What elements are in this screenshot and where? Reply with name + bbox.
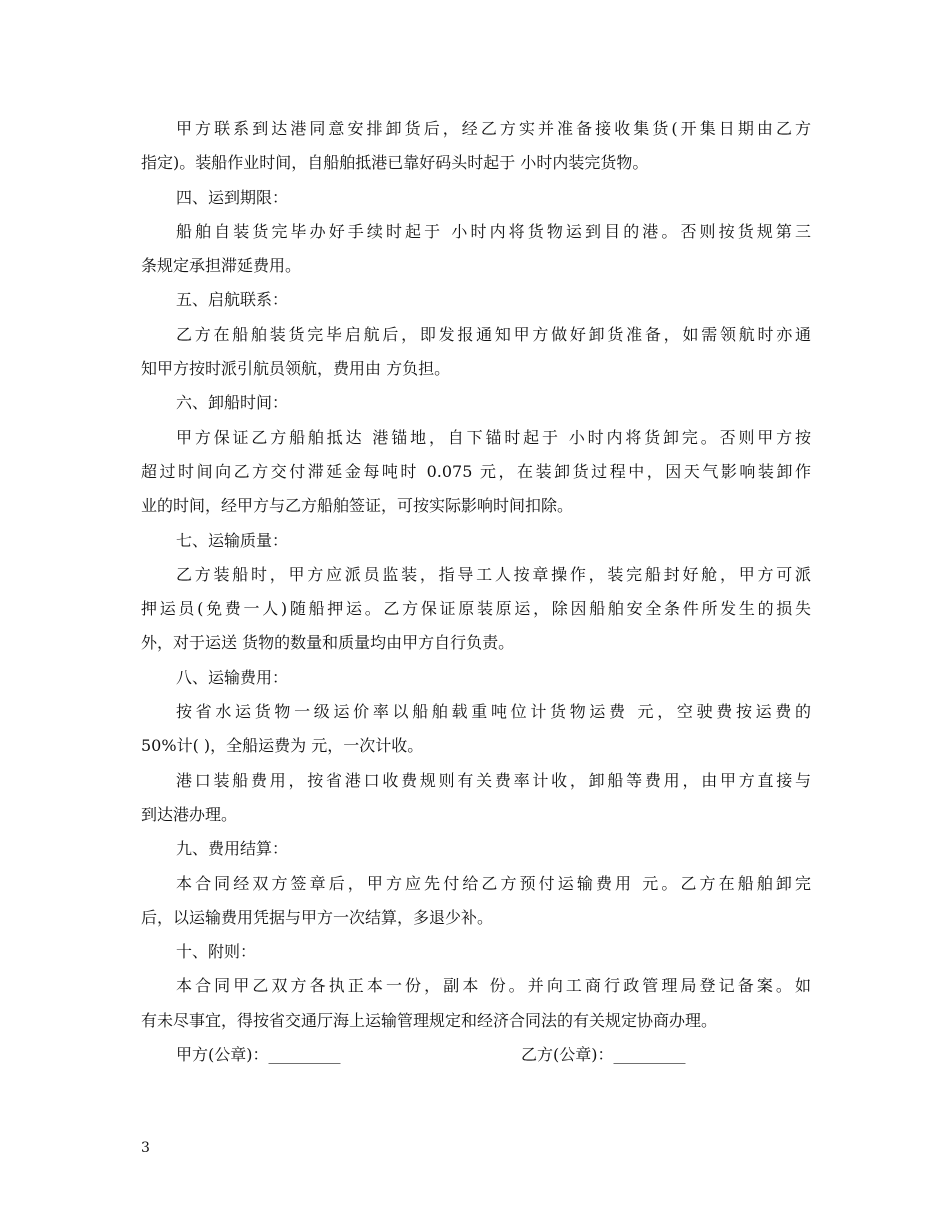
section-heading: 九、费用结算： [176, 839, 289, 859]
party-b-signature: 乙方(公章)：_________ [521, 1045, 686, 1065]
paragraph-line: 指定)。装船作业时间，自船舶抵港已靠好码头时起于 小时内装完货物。 [141, 153, 649, 173]
paragraph-line: 外，对于运送 货物的数量和质量均由甲方自行负责。 [141, 633, 515, 653]
section-heading: 八、运输费用： [176, 667, 289, 687]
paragraph-line: 按省水运货物一级运价率以船舶载重吨位计货物运费 元，空驶费按运费的 [176, 702, 811, 722]
paragraph-line: 知甲方按时派引航员领航，费用由 方负担。 [141, 359, 451, 379]
paragraph-line: 乙方在船舶装货完毕启航后，即发报通知甲方做好卸货准备，如需领航时亦通 [176, 324, 811, 344]
paragraph-line: 业的时间，经甲方与乙方船舶签证，可按实际影响时间扣除。 [141, 496, 574, 516]
section-heading: 六、卸船时间： [176, 393, 289, 413]
paragraph-line: 本合同经双方签章后，甲方应先付给乙方预付运输费用 元。乙方在船舶卸完 [176, 873, 811, 893]
paragraph-line: 条规定承担滞延费用。 [141, 256, 302, 276]
paragraph-line: 甲方保证乙方船舶抵达 港锚地，自下锚时起于 小时内将货卸完。否则甲方按 [176, 427, 811, 447]
paragraph-line: 甲方联系到达港同意安排卸货后，经乙方实并准备接收集货(开集日期由乙方 [176, 119, 811, 138]
section-heading: 五、启航联系： [176, 290, 289, 310]
paragraph-line: 本合同甲乙双方各执正本一份，副本 份。并向工商行政管理局登记备案。如 [176, 976, 811, 996]
paragraph-line: 押运员(免费一人)随船押运。乙方保证原装原运，除因船舶安全条件所发生的损失 [141, 599, 811, 619]
section-heading: 七、运输质量： [176, 530, 289, 550]
signature-row [141, 1038, 811, 1072]
contract-body [141, 112, 811, 1072]
paragraph-line: 超过时间向乙方交付滞延金每吨时 0.075 元，在装卸货过程中，因天气影响装卸作 [141, 461, 811, 481]
party-a-signature: 甲方(公章)：_________ [176, 1045, 341, 1065]
paragraph-line: 50%计( )，全船运费为 元，一次计收。 [141, 736, 424, 756]
paragraph-line: 到达港办理。 [141, 804, 238, 824]
section-heading: 十、附则： [176, 942, 257, 962]
paragraph-line: 后，以运输费用凭据与甲方一次结算，多退少补。 [141, 907, 494, 927]
paragraph-line: 有未尽事宜，得按省交通厅海上运输管理规定和经济合同法的有关规定协商办理。 [141, 1010, 718, 1030]
paragraph-line: 港口装船费用，按省港口收费规则有关费率计收，卸船等费用，由甲方直接与 [176, 770, 811, 790]
page-number: 3 [141, 1140, 150, 1156]
paragraph-line: 乙方装船时，甲方应派员监装，指导工人按章操作，装完船封好舱，甲方可派 [176, 564, 811, 584]
section-heading: 四、运到期限： [176, 187, 289, 207]
paragraph-line: 船舶自装货完毕办好手续时起于 小时内将货物运到目的港。否则按货规第三 [176, 221, 811, 241]
